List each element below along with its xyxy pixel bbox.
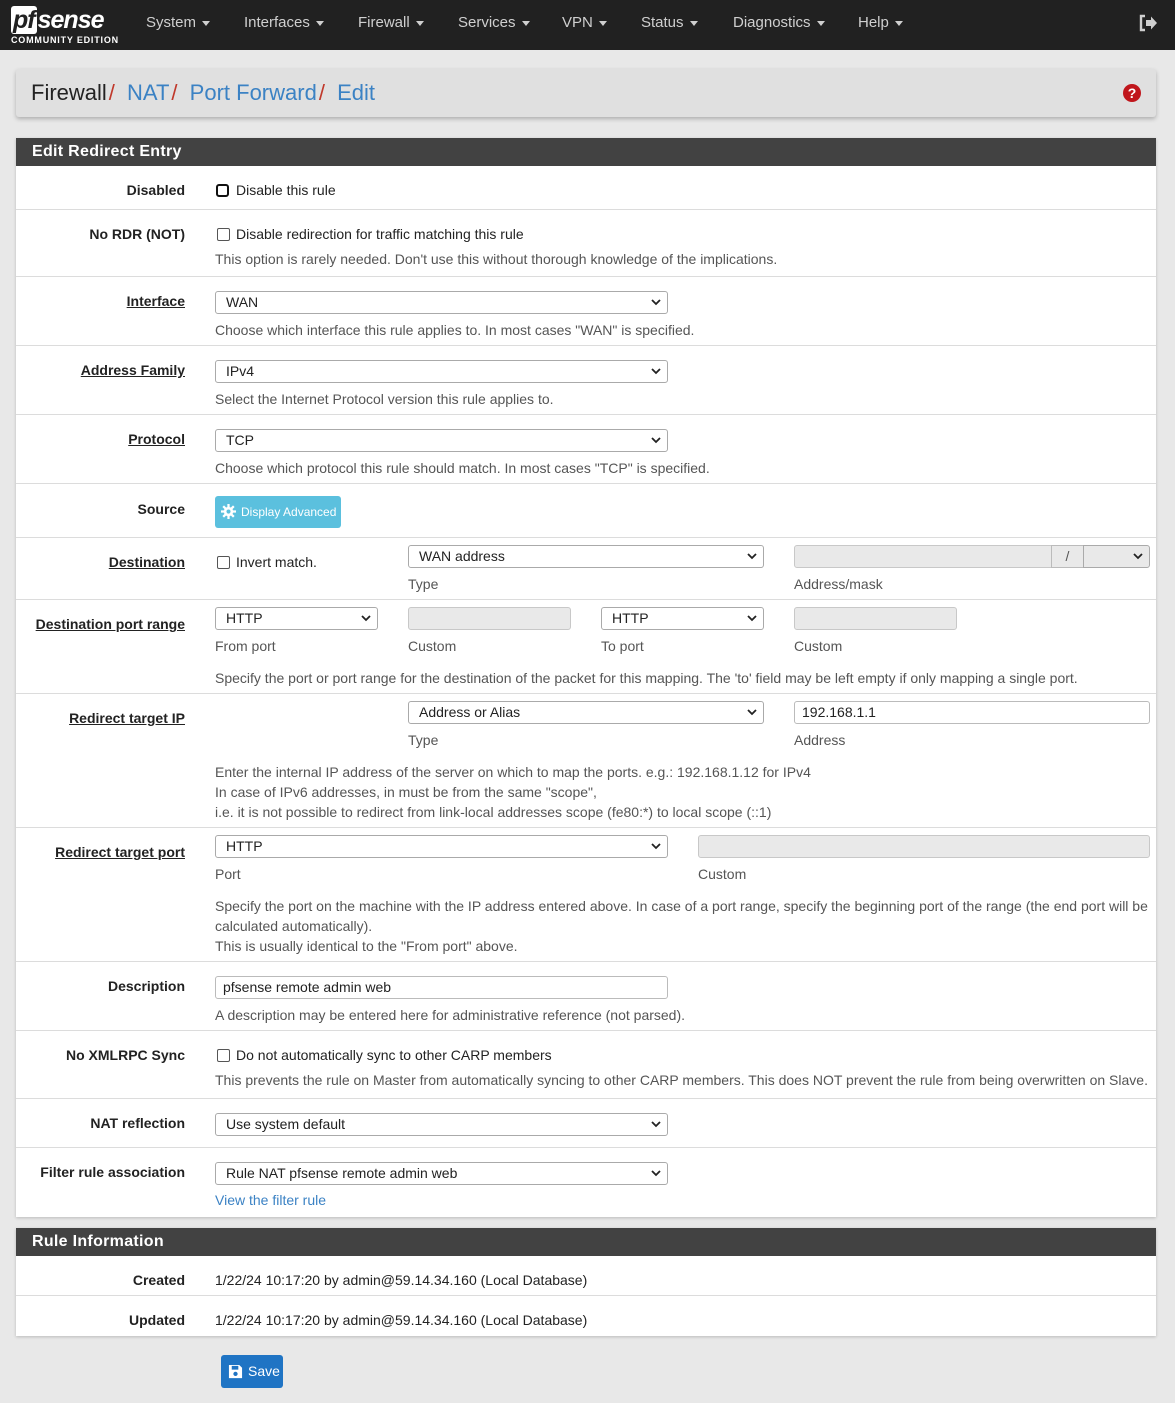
disabled-checkbox-label[interactable]: Disable this rule <box>236 182 336 198</box>
destination-address-input[interactable] <box>794 545 1052 568</box>
menu-interfaces-label: Interfaces <box>244 14 310 31</box>
to-port-value: HTTP <box>612 610 649 626</box>
label-destination-port-range[interactable]: Destination port range <box>35 616 185 632</box>
chevron-down-icon <box>1133 551 1143 561</box>
breadcrumb-edit[interactable]: Edit <box>337 80 375 105</box>
caret-down-icon <box>817 21 825 26</box>
nat-reflection-value: Use system default <box>226 1116 346 1132</box>
redirect-ip-help-1: Enter the internal IP address of the server on which to map the ports. e.g.: 192.168.1.12 for IPv4 <box>215 764 811 780</box>
row-destination <box>16 538 1156 600</box>
created-value: 1/22/24 10:17:20 by admin@59.14.34.160 (Local Database) <box>215 1272 588 1288</box>
menu-firewall-label: Firewall <box>358 14 410 31</box>
redirect-ip-type-value: Address or Alias <box>419 704 521 720</box>
filter-rule-association-value: Rule NAT pfsense remote admin web <box>226 1165 458 1181</box>
menu-services[interactable] <box>458 0 530 50</box>
save-button-label: Save <box>248 1363 280 1379</box>
address-family-value: IPv4 <box>226 363 255 379</box>
label-created: Created <box>132 1272 185 1288</box>
logo-edition: COMMUNITY EDITION <box>11 35 119 45</box>
rule-info-title: Rule Information <box>16 1228 1156 1256</box>
destination-port-help: Specify the port or port range for the destination of the packet for this mapping. The 'to' field may be left empty if only mapping a single port. <box>215 670 1078 686</box>
description-help: A description may be entered here for administrative reference (not parsed). <box>215 1007 686 1023</box>
row-nat-reflection <box>16 1099 1156 1148</box>
chevron-down-icon <box>651 1168 661 1178</box>
chevron-down-icon <box>747 707 757 717</box>
label-address-family[interactable]: Address Family <box>80 362 185 378</box>
menu-vpn-label: VPN <box>562 14 593 31</box>
protocol-select[interactable] <box>215 429 668 452</box>
breadcrumb-separator: / <box>171 80 178 105</box>
menu-status[interactable] <box>641 0 698 50</box>
caret-down-icon <box>895 21 903 26</box>
label-interface[interactable]: Interface <box>126 293 185 309</box>
menu-diagnostics[interactable] <box>733 0 825 50</box>
label-redirect-target-ip[interactable]: Redirect target IP <box>69 710 185 726</box>
description-input[interactable]: pfsense remote admin web <box>215 976 668 999</box>
menu-services-label: Services <box>458 14 516 31</box>
destination-type-select[interactable] <box>408 545 764 568</box>
row-source <box>16 484 1156 538</box>
gear-icon <box>221 504 236 519</box>
label-redirect-target-port[interactable]: Redirect target port <box>55 844 185 860</box>
edit-redirect-panel <box>16 138 1156 1217</box>
rule-information-panel <box>16 1228 1156 1336</box>
to-port-custom-caption: Custom <box>794 638 843 654</box>
logo-pf: pf <box>13 6 35 34</box>
chevron-down-icon <box>361 613 371 623</box>
from-port-custom-input[interactable] <box>408 607 571 630</box>
disabled-checkbox[interactable] <box>216 184 229 197</box>
row-xmlrpc <box>16 1031 1156 1099</box>
invert-match-checkbox[interactable] <box>217 556 230 569</box>
breadcrumb-nat[interactable]: NAT <box>127 80 170 105</box>
label-protocol[interactable]: Protocol <box>128 431 185 447</box>
xmlrpc-checkbox-label[interactable]: Do not automatically sync to other CARP members <box>236 1047 552 1063</box>
row-address-family <box>16 346 1156 415</box>
label-source: Source <box>137 501 185 517</box>
from-port-value: HTTP <box>226 610 263 626</box>
interface-select-value: WAN <box>226 294 259 310</box>
redirect-ip-type-select[interactable] <box>408 701 764 724</box>
label-xmlrpc: No XMLRPC Sync <box>65 1047 185 1063</box>
row-protocol <box>16 415 1156 484</box>
menu-status-label: Status <box>641 14 684 31</box>
invert-match-label[interactable]: Invert match. <box>236 554 317 570</box>
pfsense-logo[interactable] <box>11 6 121 46</box>
help-question-icon[interactable]: ? <box>1123 84 1141 102</box>
destination-address-caption: Address/mask <box>794 576 883 592</box>
filter-rule-association-select[interactable] <box>215 1162 668 1185</box>
breadcrumb-bar <box>16 69 1156 117</box>
address-family-help: Select the Internet Protocol version this rule applies to. <box>215 391 554 407</box>
breadcrumb-port-forward[interactable]: Port Forward <box>189 80 317 105</box>
redirect-port-help-1: Specify the port on the machine with the IP address entered above. In case of a port range, specify the beginning port of the range (the end port will be calculated automatically). <box>215 898 1148 934</box>
row-description <box>16 962 1156 1031</box>
menu-interfaces[interactable] <box>244 0 324 50</box>
nat-reflection-select[interactable] <box>215 1113 668 1136</box>
chevron-down-icon <box>651 1119 661 1129</box>
top-navbar <box>0 0 1175 50</box>
row-redirect-target-port <box>16 828 1156 962</box>
protocol-help: Choose which protocol this rule should match. In most cases "TCP" is specified. <box>215 460 710 476</box>
caret-down-icon <box>202 21 210 26</box>
menu-diagnostics-label: Diagnostics <box>733 14 811 31</box>
chevron-down-icon <box>651 435 661 445</box>
nordr-help: This option is rarely needed. Don't use this without thorough knowledge of the implications. <box>215 251 778 267</box>
destination-type-value: WAN address <box>419 548 505 564</box>
menu-help[interactable] <box>858 0 903 50</box>
label-disabled: Disabled <box>126 182 185 198</box>
menu-help-label: Help <box>858 14 889 31</box>
mask-separator: / <box>1051 545 1084 568</box>
chevron-down-icon <box>651 297 661 307</box>
from-port-select[interactable] <box>215 607 378 630</box>
updated-value: 1/22/24 10:17:20 by admin@59.14.34.160 (Local Database) <box>215 1312 588 1328</box>
redirect-port-value: HTTP <box>226 838 263 854</box>
panel-title: Edit Redirect Entry <box>16 138 1156 166</box>
chevron-down-icon <box>651 366 661 376</box>
label-nordr: No RDR (NOT) <box>89 226 185 242</box>
caret-down-icon <box>690 21 698 26</box>
nordr-checkbox-label[interactable]: Disable redirection for traffic matching this rule <box>236 226 524 242</box>
display-advanced-label: Display Advanced <box>241 505 337 519</box>
display-advanced-button[interactable] <box>215 496 341 528</box>
row-filter-rule-association <box>16 1148 1156 1217</box>
logo-text: sense <box>37 6 104 34</box>
redirect-port-help-2: This is usually identical to the "From port" above. <box>215 938 518 954</box>
nordr-checkbox[interactable] <box>217 228 230 241</box>
destination-mask-select[interactable] <box>1083 545 1150 568</box>
xmlrpc-checkbox[interactable] <box>217 1049 230 1062</box>
breadcrumb-separator: / <box>318 80 325 105</box>
redirect-port-custom-input[interactable] <box>698 835 1150 858</box>
save-button[interactable] <box>221 1355 283 1388</box>
label-description: Description <box>107 978 185 994</box>
interface-select[interactable] <box>215 291 668 314</box>
caret-down-icon <box>316 21 324 26</box>
row-nordr <box>16 210 1156 277</box>
to-port-custom-input[interactable] <box>794 607 957 630</box>
menu-system[interactable] <box>146 0 210 50</box>
chevron-down-icon <box>747 613 757 623</box>
to-port-select[interactable] <box>601 607 764 630</box>
row-updated <box>16 1296 1156 1336</box>
from-port-custom-caption: Custom <box>408 638 457 654</box>
menu-firewall[interactable] <box>358 0 424 50</box>
redirect-port-select[interactable] <box>215 835 668 858</box>
xmlrpc-help: This prevents the rule on Master from automatically syncing to other CARP members. This does NOT prevent the rule from being overwritten on Slave. <box>215 1072 1148 1088</box>
to-port-caption: To port <box>601 638 644 654</box>
row-destination-port-range <box>16 600 1156 694</box>
redirect-ip-type-caption: Type <box>408 732 439 748</box>
destination-type-caption: Type <box>408 576 439 592</box>
label-nat-reflection: NAT reflection <box>90 1115 185 1131</box>
caret-down-icon <box>522 21 530 26</box>
label-filter-rule-association: Filter rule association <box>40 1164 185 1180</box>
breadcrumb-firewall: Firewall <box>31 80 107 105</box>
menu-vpn[interactable] <box>562 0 607 50</box>
row-redirect-target-ip <box>16 694 1156 828</box>
label-updated: Updated <box>129 1312 185 1328</box>
redirect-ip-help-3: i.e. it is not possible to redirect from link-local addresses scope (fe80:*) to local scope (::1) <box>215 804 772 820</box>
caret-down-icon <box>599 21 607 26</box>
caret-down-icon <box>416 21 424 26</box>
chevron-down-icon <box>747 551 757 561</box>
breadcrumb-separator: / <box>108 80 115 105</box>
row-interface <box>16 277 1156 346</box>
protocol-value: TCP <box>226 432 254 448</box>
redirect-ip-address-caption: Address <box>794 732 846 748</box>
view-filter-rule-link[interactable]: View the filter rule <box>215 1192 327 1208</box>
interface-help: Choose which interface this rule applies to. In most cases "WAN" is specified. <box>215 322 695 338</box>
save-disk-icon <box>228 1364 243 1379</box>
menu-system-label: System <box>146 14 197 31</box>
row-created <box>16 1256 1156 1296</box>
redirect-ip-help-2: In case of IPv6 addresses, in must be from the same "scope", <box>215 784 597 800</box>
chevron-down-icon <box>651 841 661 851</box>
logout-icon[interactable] <box>1138 14 1158 32</box>
redirect-ip-address-input[interactable]: 192.168.1.1 <box>794 701 1150 724</box>
breadcrumb <box>31 79 375 107</box>
label-destination[interactable]: Destination <box>108 554 185 570</box>
redirect-port-custom-caption: Custom <box>698 866 747 882</box>
row-disabled <box>16 166 1156 210</box>
from-port-caption: From port <box>215 638 276 654</box>
redirect-port-caption: Port <box>215 866 241 882</box>
address-family-select[interactable] <box>215 360 668 383</box>
